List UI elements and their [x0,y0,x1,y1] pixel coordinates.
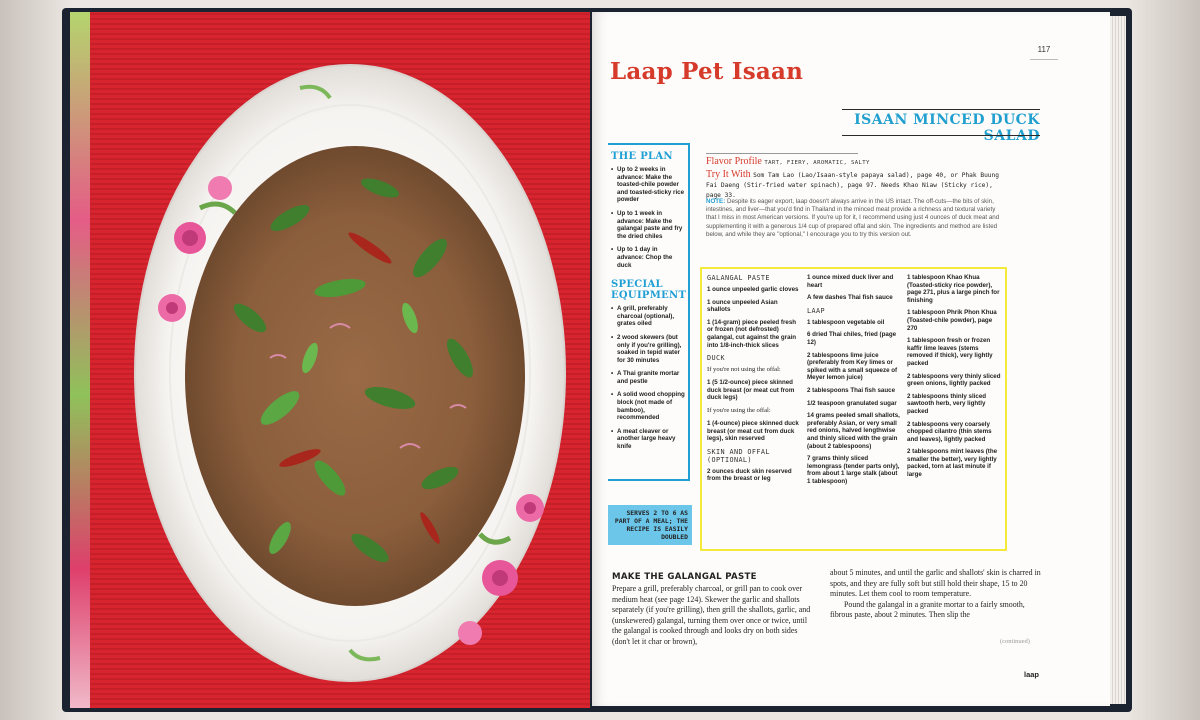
subtitle-rule-bottom [842,135,1040,136]
ingredient-item: 1 ounce unpeeled Asian shallots [707,298,778,314]
ingredient-item: 6 dried Thai chiles, fried (page 12) [807,331,897,346]
ingredient-item: 1/2 teaspoon granulated sugar [807,399,897,407]
ingredients-box [700,267,1007,551]
plan-sidebar [608,143,690,481]
ingredient-item: 2 ounces duck skin reserved from the breast or leg [707,467,792,483]
flavor-rule [706,153,858,154]
method-paragraph-3: Pound the galangal in a granite mortar to a fairly smooth, fibrous paste, about 2 minutes. Then slip the [830,599,1025,620]
ingredient-item: 2 tablespoons thinly sliced sawtooth herb, very lightly packed [907,392,987,415]
ingredient-item: 2 tablespoons very thinly sliced green onions, lightly packed [907,372,1001,388]
ingredients-column-1 [707,274,801,549]
ingredient-item: If you're using the offal: [707,406,771,414]
recipe-note [706,198,1002,239]
ingredient-section-heading: DUCK [707,354,725,363]
plan-list [611,166,686,269]
list-item: • Up to 2 weeks in advance: Make the toasted-chile powder and toasted-sticky rice powder [611,166,686,204]
ingredient-item: 1 ounce mixed duck liver and heart [807,274,894,289]
try-label: Try It With [706,169,751,180]
ingredient-item: 1 (4-ounce) piece skinned duck breast (or meat cut from duck legs), skin reserved [707,419,799,443]
ingredient-item: 1 tablespoon Phrik Phon Khua (Toasted-chile powder), page 270 [907,309,997,332]
ingredient-item: 1 (14-gram) piece peeled fresh or frozen (not defrosted) galangal, cut against the grain into 1/8-inch-thick slices [707,318,797,349]
ingredient-item: 7 grams thinly sliced lemongrass (tender parts only), from about 1 large stalk (about 1 tablespoon) [807,455,900,485]
flavor-profile [706,156,1006,169]
ingredients-column-3 [907,274,1001,549]
flavor-tags: TART, FIERY, AROMATIC, SALTY [764,160,870,166]
method-paragraph-2: about 5 minutes, and until the garlic and shallots' skin is charred in spots, and they are fully soft but still hold their shape, 15 to 20 minutes. Let them cool to room temperature. [830,568,1041,599]
list-item: • A meat cleaver or another large heavy knife [611,428,686,451]
page-footer: laap [1024,670,1040,679]
photo-edge-strip [70,12,90,708]
ingredient-item: 2 tablespoons mint leaves (the smaller the better), very lightly packed, torn at last minute if large [907,448,998,479]
list-item: • 2 wood skewers (but only if you're grilling), soaked in tepid water for 30 minutes [611,334,686,364]
serves-badge: SERVES 2 TO 6 AS PART OF A MEAL; THE RECIPE IS EASILY DOUBLED [608,505,692,545]
list-item: • A Thai granite mortar and pestle [611,370,686,385]
ingredient-item: 1 tablespoon vegetable oil [807,318,885,326]
ingredient-item: 1 tablespoon fresh or frozen kaffir lime leaves (stems removed if thick), very lightly packed [907,337,993,367]
ingredient-item: 1 ounce unpeeled garlic cloves [707,286,799,293]
plan-heading: THE PLAN [611,151,673,162]
ingredient-section-heading: SKIN AND OFFAL (OPTIONAL) [707,447,770,464]
ingredient-section-heading: LAAP [807,306,825,315]
ingredient-item: If you're not using the offal: [707,366,781,374]
continued-label: (continued) [1000,638,1030,645]
list-item: • Up to 1 week in advance: Make the galangal paste and fry the dried chiles [611,210,686,240]
ingredient-item: 2 tablespoons very coarsely chopped cilantro (thin stems and leaves), lightly packed [907,420,992,443]
page-edges [1110,16,1126,704]
note-label: NOTE: [706,198,726,205]
list-item: • Up to 1 day in advance: Chop the duck [611,246,686,269]
ingredients-column-2 [807,274,901,549]
try-text: Som Tam Lao (Lao/Isaan-style papaya salad), page 40, or Phak Buung Fai Daeng (Stir-fried water spinach), page 97. Needs Khao Niaw (Sticky rice), page 33. [706,172,999,199]
method-paragraph-1: Prepare a grill, preferably charcoal, or grill pan to cook over medium heat (see page 124). Skewer the garlic and shallots separately (if you're grilling), then grill the shallots, garlic, and (unskewered) galangal, turning them over once or twice, until the galangal is cooked through and looks dry on both sides (don't let it char or brown), [612,584,811,646]
method-column-2 [830,568,1044,621]
flavor-label: Flavor Profile [706,156,762,167]
food-photo-page [70,12,590,708]
page-number: 117 [1030,45,1058,60]
ingredient-item: 2 tablespoons Thai fish sauce [807,386,896,394]
ingredient-item: 1 (5 1/2-ounce) piece skinned duck breast (or meat cut from duck legs) [707,379,795,402]
try-it-with [706,170,1006,200]
duck-salad-photo [130,58,570,688]
equipment-list [611,305,686,451]
subtitle-rule-top [842,109,1040,110]
ingredient-item: 2 tablespoons lime juice (preferably from Key limes or spiked with a small squeeze of Meyer lemon juice) [807,351,898,382]
recipe-title: Laap Pet Isaan [610,58,804,85]
method-heading: MAKE THE GALANGAL PASTE [612,572,757,582]
ingredient-item: 1 tablespoon Khao Khua (Toasted-sticky rice powder), page 271, plus a large pinch for finishing [907,274,1000,304]
recipe-subtitle: ISAAN MINCED DUCK SALAD [854,112,1040,144]
list-item: • A grill, preferably charcoal (optional), grates oiled [611,305,686,328]
ingredient-section-heading: GALANGAL PASTE [707,274,770,282]
ingredient-item: 14 grams peeled small shallots, preferably Asian, or very small red onions, halved lengthwise and thinly sliced with the grain (about 2 tablespoons) [807,412,900,450]
ingredient-item: A few dashes Thai fish sauce [807,294,893,302]
equipment-heading: SPECIAL EQUIPMENT [611,279,687,302]
list-item: • A solid wood chopping block (not made of bamboo), recommended [611,391,686,421]
note-text: Despite its eager export, laap doesn't always arrive in the US intact. The off-cuts—the bits of skin, intestines, and liver—that you'd find in Thailand in the minced meat provide a richness and textural variety that I miss in most American versions. If you're up for it, I recommend using just 4 ounces of duck meat and supplementing it with a generous 1/4 cup of prepared offal and skin. The ingredients and method are listed below, and while they are "optional," I encourage you to try this version out. [706,198,1000,238]
